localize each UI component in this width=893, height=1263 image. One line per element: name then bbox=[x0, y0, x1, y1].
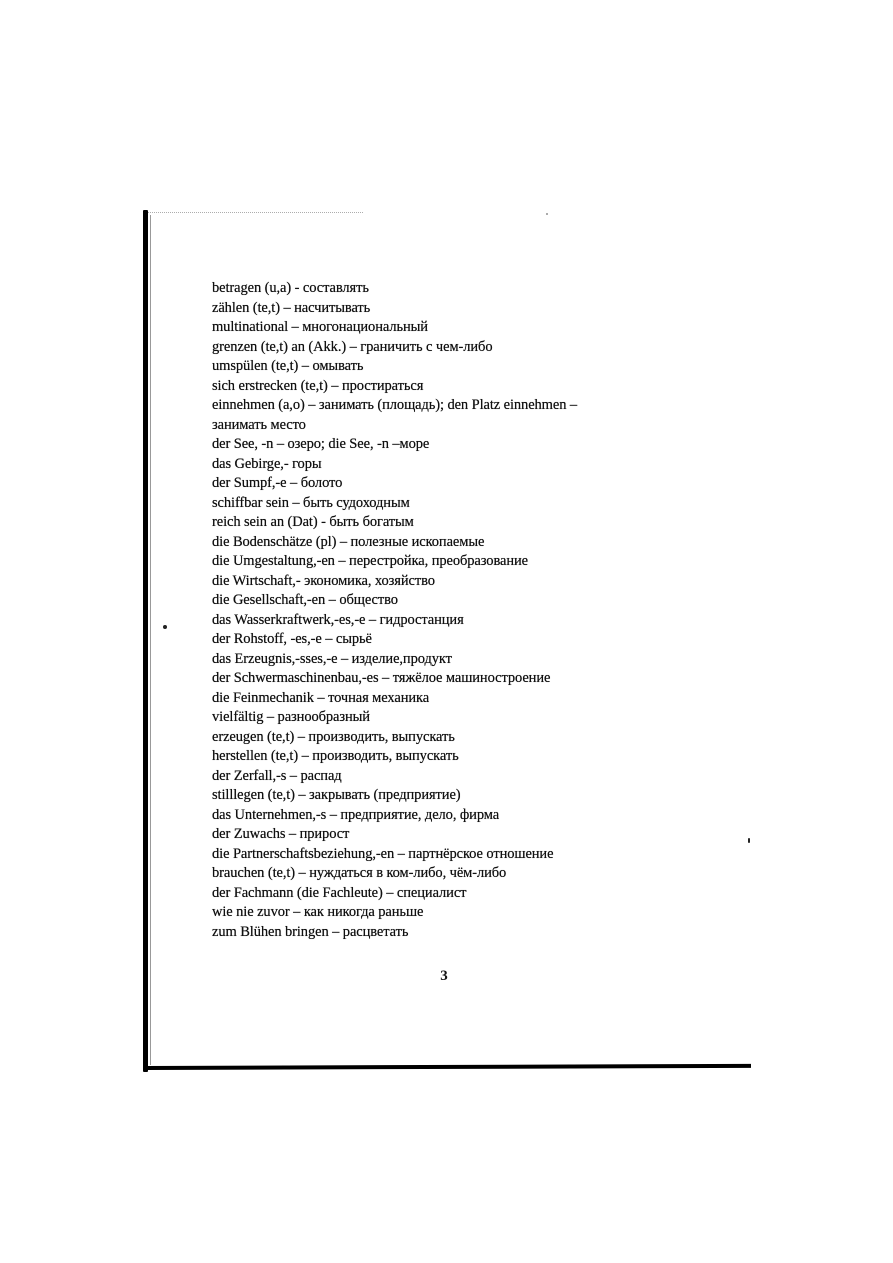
vocabulary-entry: das Gebirge,- горы bbox=[212, 455, 322, 472]
vocabulary-entry: das Wasserkraftwerk,-es,-e – гидростанция bbox=[212, 611, 464, 628]
vocabulary-entry: multinational – многонациональный bbox=[212, 319, 428, 335]
vocabulary-entry: zum Blühen bringen – расцветать bbox=[212, 923, 409, 940]
scan-speck bbox=[546, 213, 548, 215]
vocabulary-entry: der Rohstoff, -es,-e – сырьё bbox=[212, 631, 372, 647]
vocabulary-entry: die Feinmechanik – точная механика bbox=[212, 689, 430, 706]
vocabulary-list bbox=[212, 279, 712, 942]
page-number: 3 bbox=[440, 968, 448, 984]
vocabulary-entry: der Fachmann (die Fachleute) – специалист bbox=[212, 884, 467, 901]
vocabulary-entry: einnehmen (a,o) – занимать (площадь); den Platz einnehmen – bbox=[212, 397, 578, 413]
vocabulary-entry: schiffbar sein – быть судоходным bbox=[212, 494, 410, 511]
vocabulary-entry: umspülen (te,t) – омывать bbox=[212, 358, 364, 374]
vocabulary-entry: die Wirtschaft,- экономика, хозяйство bbox=[212, 572, 435, 589]
vocabulary-entry: der Sumpf,-e – болото bbox=[212, 475, 343, 491]
vocabulary-entry: das Unternehmen,-s – предприятие, дело, фирма bbox=[212, 806, 500, 823]
vocabulary-entry: zählen (te,t) – насчитывать bbox=[212, 299, 371, 316]
vocabulary-entry: der Schwermaschinenbau,-es – тяжёлое машиностроение bbox=[212, 670, 551, 686]
vocabulary-entry: grenzen (te,t) an (Akk.) – граничить с чем-либо bbox=[212, 338, 493, 355]
vocabulary-entry: wie nie zuvor – как никогда раньше bbox=[212, 904, 424, 920]
vocabulary-entry: занимать место bbox=[212, 416, 306, 433]
vocabulary-entry: die Bodenschätze (pl) – полезные ископаемые bbox=[212, 533, 485, 550]
vocabulary-entry: betragen (u,a) - составлять bbox=[212, 280, 369, 296]
vocabulary-entry: die Partnerschaftsbeziehung,-en – партнёрское отношение bbox=[212, 845, 554, 862]
vocabulary-entry: brauchen (te,t) – нуждаться в ком-либо, чём-либо bbox=[212, 865, 507, 881]
page-bottom-border bbox=[147, 1064, 751, 1070]
vocabulary-entry: die Umgestaltung,-en – перестройка, преобразование bbox=[212, 553, 528, 569]
vocabulary-entry: der Zerfall,-s – распад bbox=[212, 767, 342, 784]
page-left-border bbox=[143, 210, 148, 1072]
scan-speck bbox=[748, 838, 750, 843]
vocabulary-entry: herstellen (te,t) – производить, выпускать bbox=[212, 748, 459, 764]
vocabulary-entry: erzeugen (te,t) – производить, выпускать bbox=[212, 728, 455, 745]
vocabulary-entry: das Erzeugnis,-sses,-e – изделие,продукт bbox=[212, 650, 452, 667]
vocabulary-entry: stilllegen (te,t) – закрывать (предприятие) bbox=[212, 787, 461, 803]
page-top-edge bbox=[148, 212, 363, 214]
vocabulary-entry: der See, -n – озеро; die See, -n –море bbox=[212, 436, 430, 452]
vocabulary-entry: reich sein an (Dat) - быть богатым bbox=[212, 514, 414, 530]
scan-speck bbox=[163, 625, 167, 629]
vocabulary-entry: der Zuwachs – прирост bbox=[212, 826, 350, 842]
vocabulary-entry: die Gesellschaft,-en – общество bbox=[212, 592, 398, 608]
vocabulary-entry: sich erstrecken (te,t) – простираться bbox=[212, 377, 424, 394]
vocabulary-entry: vielfältig – разнообразный bbox=[212, 709, 370, 725]
page-left-border-shadow bbox=[150, 215, 151, 1065]
